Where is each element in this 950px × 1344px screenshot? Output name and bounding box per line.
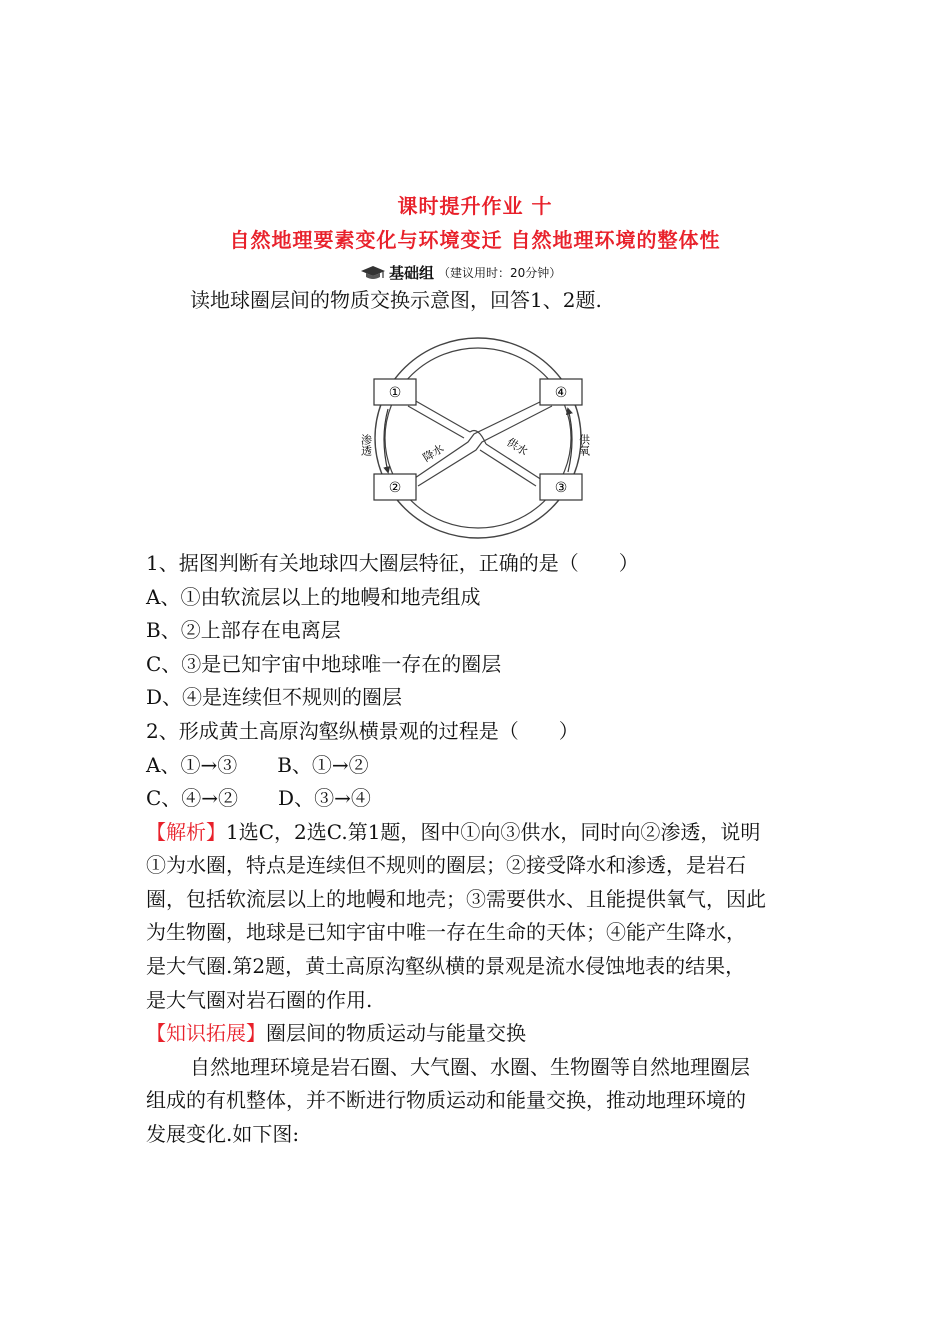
label-water: 供水	[504, 435, 530, 459]
group-header	[360, 262, 561, 283]
page-subtitle: 自然地理要素变化与环境变迁 自然地理环境的整体性	[229, 228, 721, 252]
intro-text: 读地球圈层间的物质交换示意图，回答1、2题.	[190, 288, 602, 312]
knowledge-tag: 【知识拓展】	[146, 1021, 266, 1045]
label-seepage: 渗透	[359, 434, 373, 456]
knowledge-line-2: 组成的有机整体，并不断进行物质运动和能量交换，推动地理环境的	[146, 1088, 746, 1112]
analysis-line-2: ①为水圈，特点是连续但不规则的圈层；②接受降水和渗透，是岩石	[146, 853, 746, 877]
knowledge-line-3: 发展变化.如下图:	[146, 1122, 300, 1146]
knowledge-heading: 【知识拓展】圈层间的物质运动与能量交换	[146, 1021, 526, 1045]
q2-stem: 2、形成黄土高原沟壑纵横景观的过程是（ ）	[146, 719, 579, 743]
knowledge-line-1: 自然地理环境是岩石圈、大气圈、水圈、生物圈等自然地理圈层	[190, 1055, 750, 1079]
band-1-to-3	[414, 400, 542, 480]
label-precip: 降水	[420, 441, 447, 465]
box-3-label: ③	[554, 480, 568, 496]
page-title: 课时提升作业 十	[397, 194, 553, 218]
q1-option-b: B、②上部存在电离层	[146, 618, 341, 642]
analysis-line-5: 是大气圈.第2题，黄土高原沟壑纵横的景观是流水侵蚀地表的结果，	[146, 954, 746, 978]
label-oxygen: 供氧	[577, 434, 591, 456]
outer-ring	[375, 338, 581, 538]
q1-option-c: C、③是已知宇宙中地球唯一存在的圈层	[146, 652, 502, 676]
q2-options-ab: A、①→③ B、①→②	[146, 753, 369, 777]
box-2-label: ②	[388, 480, 402, 496]
analysis-line-1: 【解析】1选C，2选C.第1题，图中①向③供水，同时向②渗透，说明	[146, 820, 761, 844]
q1-stem: 1、据图判断有关地球四大圈层特征，正确的是（ ）	[146, 551, 639, 575]
group-time: （建议用时：20分钟）	[438, 266, 562, 280]
analysis-line-4: 为生物圈，地球是已知宇宙中唯一存在生命的天体；④能产生降水，	[146, 920, 746, 944]
analysis-line-6: 是大气圈对岩石圈的作用.	[146, 988, 373, 1012]
analysis-tag: 【解析】	[146, 820, 226, 844]
q1-option-a: A、①由软流层以上的地幔和地壳组成	[146, 585, 481, 609]
analysis-line-3: 圈，包括软流层以上的地幔和地壳；③需要供水、且能提供氧气，因此	[146, 887, 766, 911]
group-name: 基础组	[389, 264, 435, 282]
graduation-cap-icon	[360, 265, 386, 281]
box-1-label: ①	[388, 385, 402, 401]
inner-ring	[385, 348, 571, 528]
box-4-label: ④	[554, 385, 568, 401]
q1-option-d: D、④是连续但不规则的圈层	[146, 685, 403, 709]
sphere-exchange-diagram	[358, 334, 598, 539]
q2-options-cd: C、④→② D、③→④	[146, 786, 371, 810]
